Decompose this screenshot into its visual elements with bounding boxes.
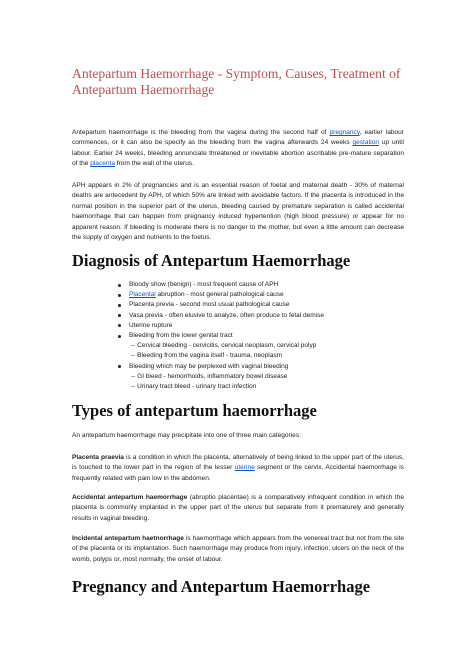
list-item-text: abruption - most general pathological cause — [155, 291, 284, 299]
incidental-paragraph — [72, 534, 404, 565]
list-item-text: Bleeding which may be perplexed with vaginal bleeding — [129, 362, 289, 370]
list-item — [116, 331, 406, 362]
previa-term: Placenta praevia — [72, 454, 124, 461]
list-item — [116, 290, 406, 300]
list-item — [116, 311, 406, 321]
list-item-text: Bleeding from the lower genital tract — [129, 332, 233, 340]
previa-text-2: segment or the cervix. Accidental haemorrhage is frequently related with pain low in the abdomen. — [72, 464, 404, 482]
pregnancy-heading: Pregnancy and Antepartum Haemorrhage — [72, 577, 371, 596]
placental-link[interactable]: Placental — [129, 291, 156, 299]
list-item — [116, 300, 406, 310]
intro-text-4: from the wall of the uterus. — [114, 160, 194, 168]
list-subitem: -- Bleeding from the vagina itself - trauma, neoplasm — [131, 352, 283, 360]
placenta-link[interactable]: placenta — [90, 160, 115, 168]
list-item-text: Vasa previa - often elusive to analyze, often produce to fetal demise — [129, 311, 324, 319]
page-title: Antepartum Haemorrhage - Symptom, Causes, Treatment of Antepartum Haemorrhage — [72, 66, 401, 97]
diagnosis-list — [116, 280, 406, 392]
list-item — [116, 362, 406, 393]
list-item-text: Uterine rupture — [129, 321, 173, 329]
list-item-text: Bloody show (benign) - most frequent cause of APH — [129, 281, 279, 288]
types-heading: Types of antepartum haemorrhage — [72, 401, 317, 420]
diagnosis-heading: Diagnosis of Antepartum Haemorrhage — [72, 251, 351, 270]
intro-text-3: up until labour. Earlier 24 weeks, bleeding annunciate threatened or inevitable abortion ascribable pre-mature separation of the — [72, 139, 404, 168]
accidental-paragraph — [72, 493, 404, 524]
incidental-term: Incidental antepartum haetnorrhage — [72, 535, 184, 542]
intro-paragraph — [72, 128, 404, 170]
intro-text-2: , earlier labour commences, or it can also be specify as the bleeding from the vagina afterwards 24 weeks — [72, 129, 404, 147]
list-item — [116, 321, 406, 331]
uterine-link[interactable]: uterine — [234, 464, 255, 472]
list-item — [116, 280, 406, 290]
incidental-text: is haemorrhage which appears from the venereal tract but not from the site of the placenta or its implantation. Such haemorrhage may produce from injury, infection, ulcers on the neck of the womb, polyps or, most normally, the onset of labour. — [72, 535, 404, 563]
previa-paragraph — [72, 453, 404, 484]
previa-text-1: is a condition in which the placenta, alternatively of being linked to the upper part of the uterus, is touched to the lower part in the region of the lesser — [72, 454, 404, 472]
gestation-link[interactable]: gestation — [352, 139, 380, 147]
types-intro: An antepartum haemorrhage may precipitate into one of three main categories: — [72, 432, 301, 439]
list-item-text: Placenta previa - second most usual pathological cause — [129, 301, 290, 309]
list-subitem: -- Urinary tract bleed - urinary tract infection — [131, 383, 257, 391]
aph-paragraph: APH appears in 2% of pregnancies and is an essential reason of foetal and maternal death - 30% of maternal deaths are antecedent by APH, of which 50% are linked with avoidable factors. If the placenta is introduced in the normal position in the superior part of the uterus, bleeding caused by premature separation is called accidental haemorrhage that can happen from pregnancy induced hypertention (high blood pressure) or appear for no apparent reason. If bleeding is moderate there is no danger to the mother, but even a little amount can decrease the supply of oxygen and nutrients to the foetus. — [72, 182, 404, 242]
list-subitem: -- GI bleed - hemorrhoids, inflammatory bowel disease — [131, 372, 288, 380]
accidental-term: Accidental antepartum haemorrhage — [72, 494, 188, 501]
pregnancy-link[interactable]: pregnancy — [329, 129, 360, 136]
list-subitem: -- Cervical bleeding - cervicitis, cervical neoplasm, cervical polyp — [131, 342, 317, 350]
intro-text-1: Antepartum haemorrhage is the bleeding from the vagina during the second half of — [72, 129, 330, 136]
accidental-text: (abruptio placentae) is a comparatively infrequent condition in which the placenta is commonly implanted in the upper part of the uterus but separate from it prematurely and generally results in vaginal bleeding. — [72, 494, 404, 522]
